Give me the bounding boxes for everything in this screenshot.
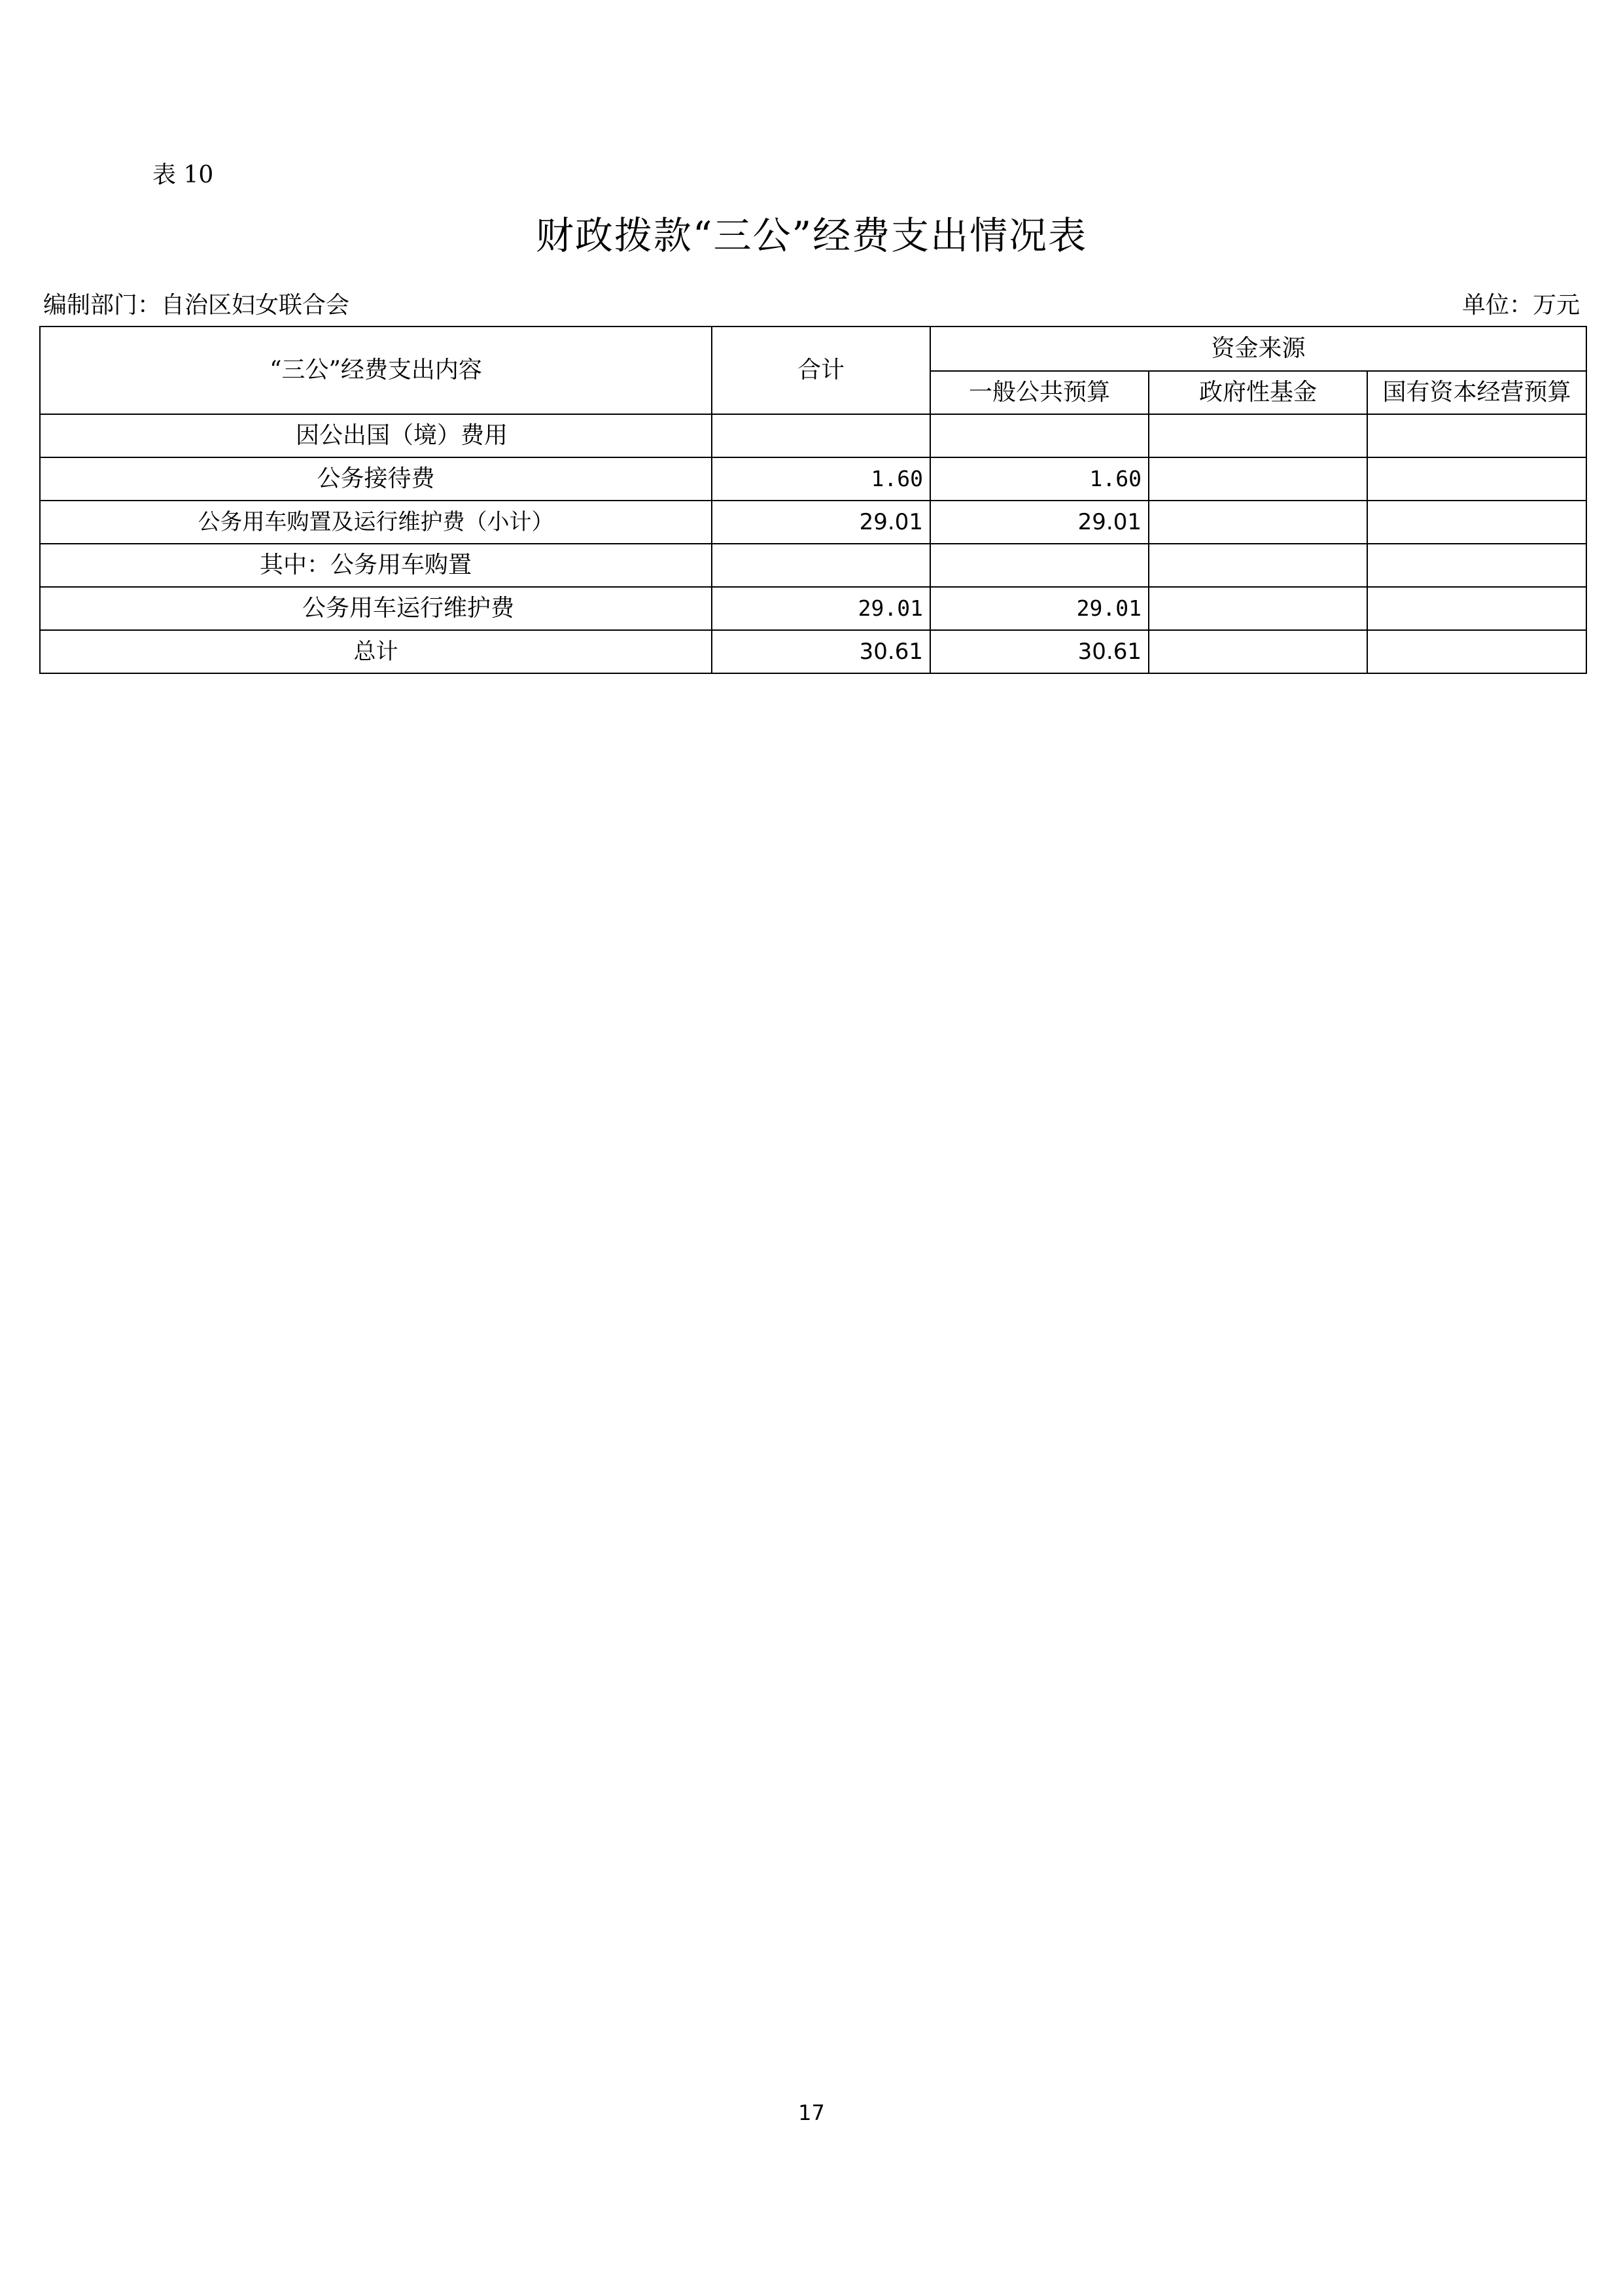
table-number: 表 10 [152,162,214,188]
department-label: 编制部门：自治区妇女联合会 [43,292,350,319]
header-gov-fund: 政府性基金 [1149,371,1367,414]
cell-gov-fund [1149,414,1367,457]
cell-gov-fund [1149,457,1367,501]
table-row [40,457,1586,501]
header-total: 合计 [712,327,930,414]
row-label: 公务接待费 [40,457,712,501]
table-row [40,587,1586,630]
cell-total [712,544,930,587]
table-row [40,544,1586,587]
cell-general: 30.61 [930,630,1149,673]
cell-general: 29.01 [930,587,1149,630]
cell-gov-fund [1149,501,1367,544]
cell-total: 29.01 [712,501,930,544]
cell-general: 1.60 [930,457,1149,501]
cell-total: 29.01 [712,587,930,630]
header-state-capital: 国有资本经营预算 [1367,371,1586,414]
cell-total [712,414,930,457]
cell-state-capital [1367,587,1586,630]
unit-label: 单位：万元 [1461,292,1580,319]
table-row [40,501,1586,544]
page-number: 17 [798,2100,825,2125]
table-row-total [40,630,1586,673]
cell-gov-fund [1149,544,1367,587]
header-fund-source: 资金来源 [930,327,1586,371]
cell-state-capital [1367,544,1586,587]
row-label: 总计 [40,630,712,673]
table-row [40,414,1586,457]
three-public-expenses-table [39,326,1587,674]
cell-state-capital [1367,501,1586,544]
header-content: “三公”经费支出内容 [40,327,712,414]
cell-state-capital [1367,457,1586,501]
row-label: 公务用车购置及运行维护费（小计） [40,501,712,544]
cell-general [930,544,1149,587]
page-title: 财政拨款“三公”经费支出情况表 [535,213,1088,258]
cell-general [930,414,1149,457]
cell-gov-fund [1149,630,1367,673]
row-label: 因公出国（境）费用 [40,414,712,457]
row-label: 其中：公务用车购置 [40,544,712,587]
cell-state-capital [1367,414,1586,457]
cell-general: 29.01 [930,501,1149,544]
cell-total: 1.60 [712,457,930,501]
header-general-budget: 一般公共预算 [930,371,1149,414]
row-label: 公务用车运行维护费 [40,587,712,630]
cell-state-capital [1367,630,1586,673]
cell-gov-fund [1149,587,1367,630]
cell-total: 30.61 [712,630,930,673]
header-row-1 [40,327,1586,371]
